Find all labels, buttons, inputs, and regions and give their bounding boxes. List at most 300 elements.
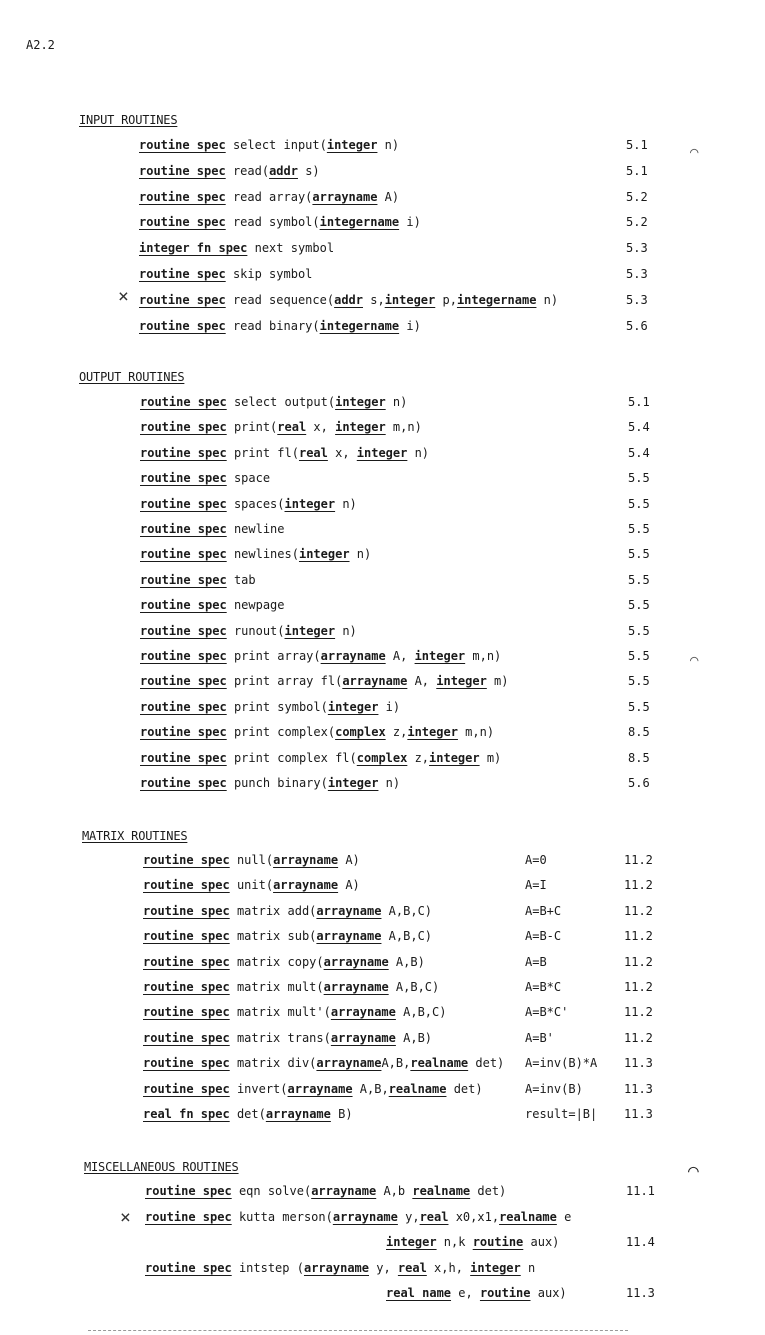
param-type: integer (327, 699, 379, 714)
section-reference: 11.2 (624, 878, 653, 893)
param-list: A) (377, 189, 400, 204)
routine-row (140, 749, 501, 767)
margin-check-mark: ⨯ (120, 1207, 131, 1228)
routine-signature (140, 596, 285, 614)
routine-name: print fl( (233, 445, 299, 460)
routine-signature (143, 1003, 446, 1021)
param-list: A, (385, 649, 415, 663)
param-list: z, (407, 750, 430, 765)
section-reference: 8.5 (628, 750, 650, 765)
param-list: n) (536, 292, 559, 307)
param-list: m,n) (465, 649, 502, 663)
routine-signature (140, 520, 285, 538)
routine-keyword: routine spec (143, 1056, 230, 1071)
param-type: realname (388, 1081, 447, 1096)
param-type: real (397, 1261, 427, 1275)
routine-signature (143, 876, 360, 894)
routine-signature (386, 1284, 567, 1302)
section-reference: 5.5 (628, 623, 650, 638)
param-type: integer (335, 420, 386, 435)
routine-signature (139, 239, 334, 257)
routine-row (143, 1105, 353, 1123)
param-type: arrayname (303, 1261, 369, 1275)
routine-name: invert( (236, 1081, 288, 1096)
section-reference: 5.6 (626, 318, 648, 333)
param-list: det) (470, 1184, 507, 1198)
section-reference: 11.2 (624, 929, 653, 944)
section-reference: 5.6 (628, 776, 650, 790)
routine-row (140, 393, 407, 411)
routine-row (140, 495, 357, 513)
routine-row (139, 188, 399, 206)
param-type: addr (269, 163, 298, 178)
section-reference: 11.3 (624, 1056, 653, 1071)
section-reference: 5.5 (628, 522, 650, 536)
routine-keyword: routine spec (140, 674, 227, 689)
routine-signature (143, 1080, 483, 1098)
section-reference: 11.3 (624, 1081, 653, 1096)
routine-signature (139, 291, 558, 309)
routine-row (140, 596, 285, 614)
routine-row (139, 265, 312, 283)
routine-name: punch binary( (233, 776, 328, 790)
routine-keyword: routine spec (139, 215, 226, 230)
param-list: det) (468, 1056, 505, 1071)
routine-row (143, 1054, 504, 1072)
routine-row (140, 571, 256, 589)
section-reference: 5.5 (628, 496, 650, 511)
routine-name: print complex fl( (233, 750, 357, 765)
routine-keyword: routine spec (145, 1261, 232, 1275)
section-reference: 11.2 (624, 980, 653, 994)
param-list: n) (378, 776, 401, 790)
routine-row (140, 647, 501, 665)
section-reference: 5.5 (628, 699, 650, 714)
section-reference: 5.3 (626, 292, 648, 307)
param-list: m) (479, 750, 502, 765)
param-list: A,B) (395, 1030, 433, 1045)
routine-result: result=|B| (525, 1107, 598, 1121)
routine-signature (143, 978, 439, 996)
routine-name: runout( (233, 623, 285, 638)
routine-keyword: routine spec (143, 903, 230, 918)
routine-row (143, 851, 360, 869)
section-reference: 5.4 (628, 420, 650, 435)
routine-signature (143, 902, 432, 920)
param-type: integer (335, 395, 386, 409)
param-type: complex (335, 725, 386, 740)
margin-check-mark: ⨯ (118, 286, 129, 307)
routine-keyword: routine spec (140, 572, 227, 587)
routine-row (143, 927, 432, 945)
routine-name: read array( (232, 189, 313, 204)
section-reference: 5.5 (628, 649, 650, 663)
param-list: n (520, 1261, 536, 1275)
routine-row (143, 1080, 483, 1098)
routine-signature (139, 188, 399, 206)
param-type: real name (386, 1286, 452, 1300)
routine-keyword: routine spec (140, 750, 227, 765)
param-list: y, (397, 1210, 420, 1224)
routine-name: matrix sub( (236, 929, 317, 944)
param-list: e (556, 1210, 572, 1224)
routine-row (139, 291, 558, 309)
routine-name: kutta merson( (238, 1210, 333, 1224)
routine-row (143, 902, 432, 920)
param-type: integer (429, 750, 480, 765)
param-list: x0,x1, (448, 1210, 500, 1224)
section-reference: 5.1 (628, 395, 650, 409)
param-list: s, (363, 292, 385, 307)
param-type: arrayname (330, 1005, 396, 1020)
param-type: integer (356, 445, 408, 460)
routine-name: newlines( (233, 547, 299, 562)
param-list: m,n) (457, 725, 495, 740)
param-list: z, (385, 725, 408, 740)
param-list: p, (435, 292, 457, 307)
margin-tick-mark: ⌒ (688, 1160, 699, 1181)
routine-row (386, 1233, 559, 1251)
routine-row (140, 672, 509, 690)
routine-keyword: routine spec (140, 649, 227, 663)
param-list: A,B,C) (381, 903, 433, 918)
routine-name: intstep ( (238, 1261, 304, 1275)
routine-name: matrix trans( (236, 1030, 331, 1045)
routine-name: spaces( (233, 496, 285, 511)
routine-signature (140, 495, 357, 513)
param-list: m,n) (385, 420, 422, 435)
routine-name: print array( (233, 649, 321, 663)
section-reference: 11.3 (626, 1286, 655, 1300)
routine-row (140, 444, 429, 462)
param-type: arrayname (323, 980, 389, 994)
param-list: m) (486, 674, 509, 689)
section-reference: 5.3 (626, 267, 648, 281)
routine-signature (140, 393, 407, 411)
routine-keyword: routine spec (143, 853, 230, 867)
routine-row (140, 520, 285, 538)
param-list: n) (385, 395, 408, 409)
param-type: arrayname (273, 853, 339, 867)
param-list: n) (377, 138, 400, 152)
routine-keyword: routine spec (140, 776, 227, 790)
routine-name: newline (233, 522, 285, 536)
param-type: integername (319, 215, 400, 230)
param-type: realname (412, 1184, 471, 1198)
routine-keyword: routine spec (140, 445, 227, 460)
routine-row (139, 213, 421, 231)
routine-name: print complex( (233, 725, 336, 740)
routine-name: read( (232, 163, 270, 178)
param-list: A) (338, 878, 360, 893)
routine-keyword: routine spec (140, 623, 227, 638)
param-type: integername (456, 292, 537, 307)
section-reference: 5.5 (628, 598, 650, 613)
routine-row (139, 136, 399, 154)
page-bottom-rule (88, 1330, 628, 1331)
section-reference: 5.1 (626, 163, 648, 178)
routine-signature (143, 1054, 504, 1072)
routine-signature (140, 774, 400, 792)
routine-signature (140, 469, 270, 487)
routine-keyword: routine spec (139, 138, 226, 152)
param-type: integer (436, 674, 487, 689)
param-type: arrayname (323, 954, 389, 969)
param-type: arrayname (287, 1081, 353, 1096)
routine-row (145, 1208, 571, 1226)
param-type: arrayname (265, 1107, 331, 1121)
routine-keyword: integer fn spec (139, 241, 248, 256)
routine-name: read binary( (232, 318, 320, 333)
routine-result: A=inv(B)*A (525, 1056, 598, 1071)
param-list: B) (330, 1107, 353, 1121)
routine-row (143, 978, 439, 996)
routine-signature (140, 545, 371, 563)
routine-name: read sequence( (232, 292, 335, 307)
routine-signature (140, 444, 429, 462)
param-type: integer (326, 138, 378, 152)
routine-signature (140, 749, 501, 767)
section-heading-input: INPUT ROUTINES (79, 113, 178, 127)
param-type: integer (384, 292, 436, 307)
routine-keyword: routine spec (140, 471, 227, 486)
routine-row (139, 162, 320, 180)
routine-row (139, 317, 421, 335)
param-list: det) (446, 1081, 483, 1096)
section-reference: 5.5 (628, 547, 650, 562)
param-type: realname (410, 1056, 469, 1071)
param-type: integer (470, 1261, 521, 1275)
param-list: A,B) (388, 954, 425, 969)
routine-keyword: routine spec (140, 420, 227, 435)
section-heading-misc: MISCELLANEOUS ROUTINES (84, 1160, 239, 1174)
param-type: routine (472, 1235, 524, 1249)
param-type: arrayname (320, 649, 386, 663)
section-reference: 11.1 (626, 1184, 655, 1198)
section-reference: 11.2 (624, 1005, 653, 1020)
routine-signature (143, 851, 360, 869)
routine-keyword: routine spec (139, 163, 226, 178)
routine-row (140, 469, 270, 487)
param-type: real (298, 445, 328, 460)
routine-keyword: real fn spec (143, 1107, 230, 1121)
routine-keyword: routine spec (143, 929, 230, 944)
routine-keyword: routine spec (143, 980, 230, 994)
section-reference: 5.4 (628, 445, 650, 460)
routine-signature (140, 723, 494, 741)
routine-signature (139, 213, 421, 231)
routine-keyword: routine spec (143, 954, 230, 969)
routine-result: A=B+C (525, 903, 562, 918)
param-list: A,B,C) (381, 929, 433, 944)
param-type: integer (386, 1235, 437, 1249)
section-reference: 5.1 (626, 138, 648, 152)
routine-keyword: routine spec (145, 1184, 232, 1198)
section-reference: 11.2 (624, 853, 653, 867)
section-reference: 11.4 (626, 1235, 655, 1249)
param-list: A,b (376, 1184, 413, 1198)
param-list: A,B,C) (388, 980, 440, 994)
routine-signature (140, 622, 357, 640)
routine-row (140, 723, 494, 741)
param-type: arrayname (342, 674, 408, 689)
param-list: A) (338, 853, 360, 867)
routine-name: tab (233, 572, 256, 587)
param-type: integer (327, 776, 379, 790)
routine-name: det( (236, 1107, 266, 1121)
routine-name: matrix div( (236, 1056, 317, 1071)
routine-row (145, 1182, 506, 1200)
routine-name: read symbol( (232, 215, 320, 230)
routine-result: A=0 (525, 853, 547, 867)
routine-signature (140, 647, 501, 665)
param-type: arrayname (316, 1056, 382, 1071)
routine-signature (145, 1182, 506, 1200)
param-list: x, (327, 445, 357, 460)
routine-signature (143, 953, 425, 971)
routine-keyword: routine spec (140, 522, 227, 536)
param-list: x, (306, 420, 336, 435)
routine-keyword: routine spec (143, 1081, 230, 1096)
param-list: n,k (436, 1235, 473, 1249)
section-reference: 11.3 (624, 1107, 653, 1121)
routine-keyword: routine spec (140, 725, 227, 740)
param-type: integer (284, 496, 336, 511)
routine-signature (145, 1208, 571, 1226)
param-list: n) (349, 547, 372, 562)
param-type: integer (298, 547, 350, 562)
param-list: i) (399, 318, 421, 333)
routine-row (143, 1003, 446, 1021)
routine-row (140, 545, 371, 563)
param-list: x,h, (426, 1261, 471, 1275)
routine-signature (140, 672, 509, 690)
routine-row (386, 1284, 567, 1302)
param-list: aux) (523, 1235, 560, 1249)
routine-name: select output( (233, 395, 336, 409)
param-type: arrayname (316, 903, 382, 918)
section-reference: 8.5 (628, 725, 650, 740)
routine-signature (140, 418, 422, 436)
param-type: real (419, 1210, 449, 1224)
param-type: arrayname (273, 878, 339, 893)
routine-name: select input( (232, 138, 327, 152)
param-type: addr (334, 292, 363, 307)
routine-name: print( (233, 420, 278, 435)
routine-row (143, 1029, 432, 1047)
param-list: e, (451, 1286, 480, 1300)
routine-name: matrix copy( (236, 954, 324, 969)
routine-name: next symbol (254, 241, 335, 256)
param-list: n) (335, 623, 357, 638)
routine-row (143, 953, 425, 971)
param-type: integer (407, 725, 458, 740)
routine-result: A=B*C' (525, 1005, 569, 1020)
param-type: realname (499, 1210, 557, 1224)
param-type: integer (284, 623, 336, 638)
section-reference: 11.2 (624, 954, 653, 969)
section-heading-matrix: MATRIX ROUTINES (82, 829, 188, 843)
param-type: arrayname (312, 189, 378, 204)
section-reference: 5.2 (626, 189, 648, 204)
routine-keyword: routine spec (140, 699, 227, 714)
section-reference: 5.2 (626, 215, 648, 230)
routine-signature (143, 1029, 432, 1047)
routine-signature (145, 1259, 535, 1277)
section-reference: 5.3 (626, 241, 648, 256)
routine-name: unit( (236, 878, 274, 893)
routine-result: A=inv(B) (525, 1081, 583, 1096)
param-type: integername (319, 318, 400, 333)
param-type: arrayname (311, 1184, 377, 1198)
param-list: A,B, (381, 1056, 411, 1071)
param-list: n) (335, 496, 357, 511)
param-list: i) (378, 699, 401, 714)
routine-keyword: routine spec (140, 496, 227, 511)
section-reference: 5.5 (628, 572, 650, 587)
param-type: integer (414, 649, 466, 663)
param-type: arrayname (330, 1030, 396, 1045)
param-list: A,B, (352, 1081, 389, 1096)
section-heading-output: OUTPUT ROUTINES (79, 370, 185, 384)
routine-result: A=B-C (525, 929, 562, 944)
routine-name: matrix mult'( (236, 1005, 331, 1020)
routine-keyword: routine spec (145, 1210, 232, 1224)
routine-signature (140, 571, 256, 589)
routine-name: newpage (233, 598, 285, 613)
param-list: aux) (530, 1286, 567, 1300)
routine-name: matrix add( (236, 903, 317, 918)
routine-name: eqn solve( (238, 1184, 312, 1198)
routine-signature (139, 162, 320, 180)
section-reference: 5.5 (628, 674, 650, 689)
param-list: A,B,C) (395, 1005, 447, 1020)
routine-keyword: routine spec (140, 395, 227, 409)
routine-row (140, 418, 422, 436)
param-type: arrayname (316, 929, 382, 944)
routine-row (140, 774, 400, 792)
param-list: i) (399, 215, 421, 230)
routine-signature (143, 1105, 353, 1123)
section-reference: 11.2 (624, 903, 653, 918)
routine-keyword: routine spec (140, 598, 227, 613)
routine-result: A=B*C (525, 980, 562, 994)
param-type: real (277, 420, 307, 435)
routine-result: A=B' (525, 1030, 554, 1045)
routine-signature (140, 698, 400, 716)
margin-tick-mark: ⌒ (690, 144, 699, 160)
routine-signature (139, 136, 399, 154)
param-list: A, (407, 674, 437, 689)
routine-result: A=I (525, 878, 547, 893)
routine-row (145, 1259, 535, 1277)
margin-tick-mark: ⌒ (690, 652, 699, 668)
param-list: y, (369, 1261, 398, 1275)
routine-name: print array fl( (233, 674, 343, 689)
param-type: complex (356, 750, 408, 765)
param-list: n) (407, 445, 430, 460)
section-reference: 5.5 (628, 471, 650, 486)
routine-signature (386, 1233, 559, 1251)
routine-keyword: routine spec (139, 292, 226, 307)
routine-row (143, 876, 360, 894)
page-id: A2.2 (26, 38, 55, 52)
routine-row (139, 239, 334, 257)
routine-name: space (233, 471, 271, 486)
routine-keyword: routine spec (143, 1030, 230, 1045)
routine-row (140, 622, 357, 640)
routine-name: null( (236, 853, 274, 867)
